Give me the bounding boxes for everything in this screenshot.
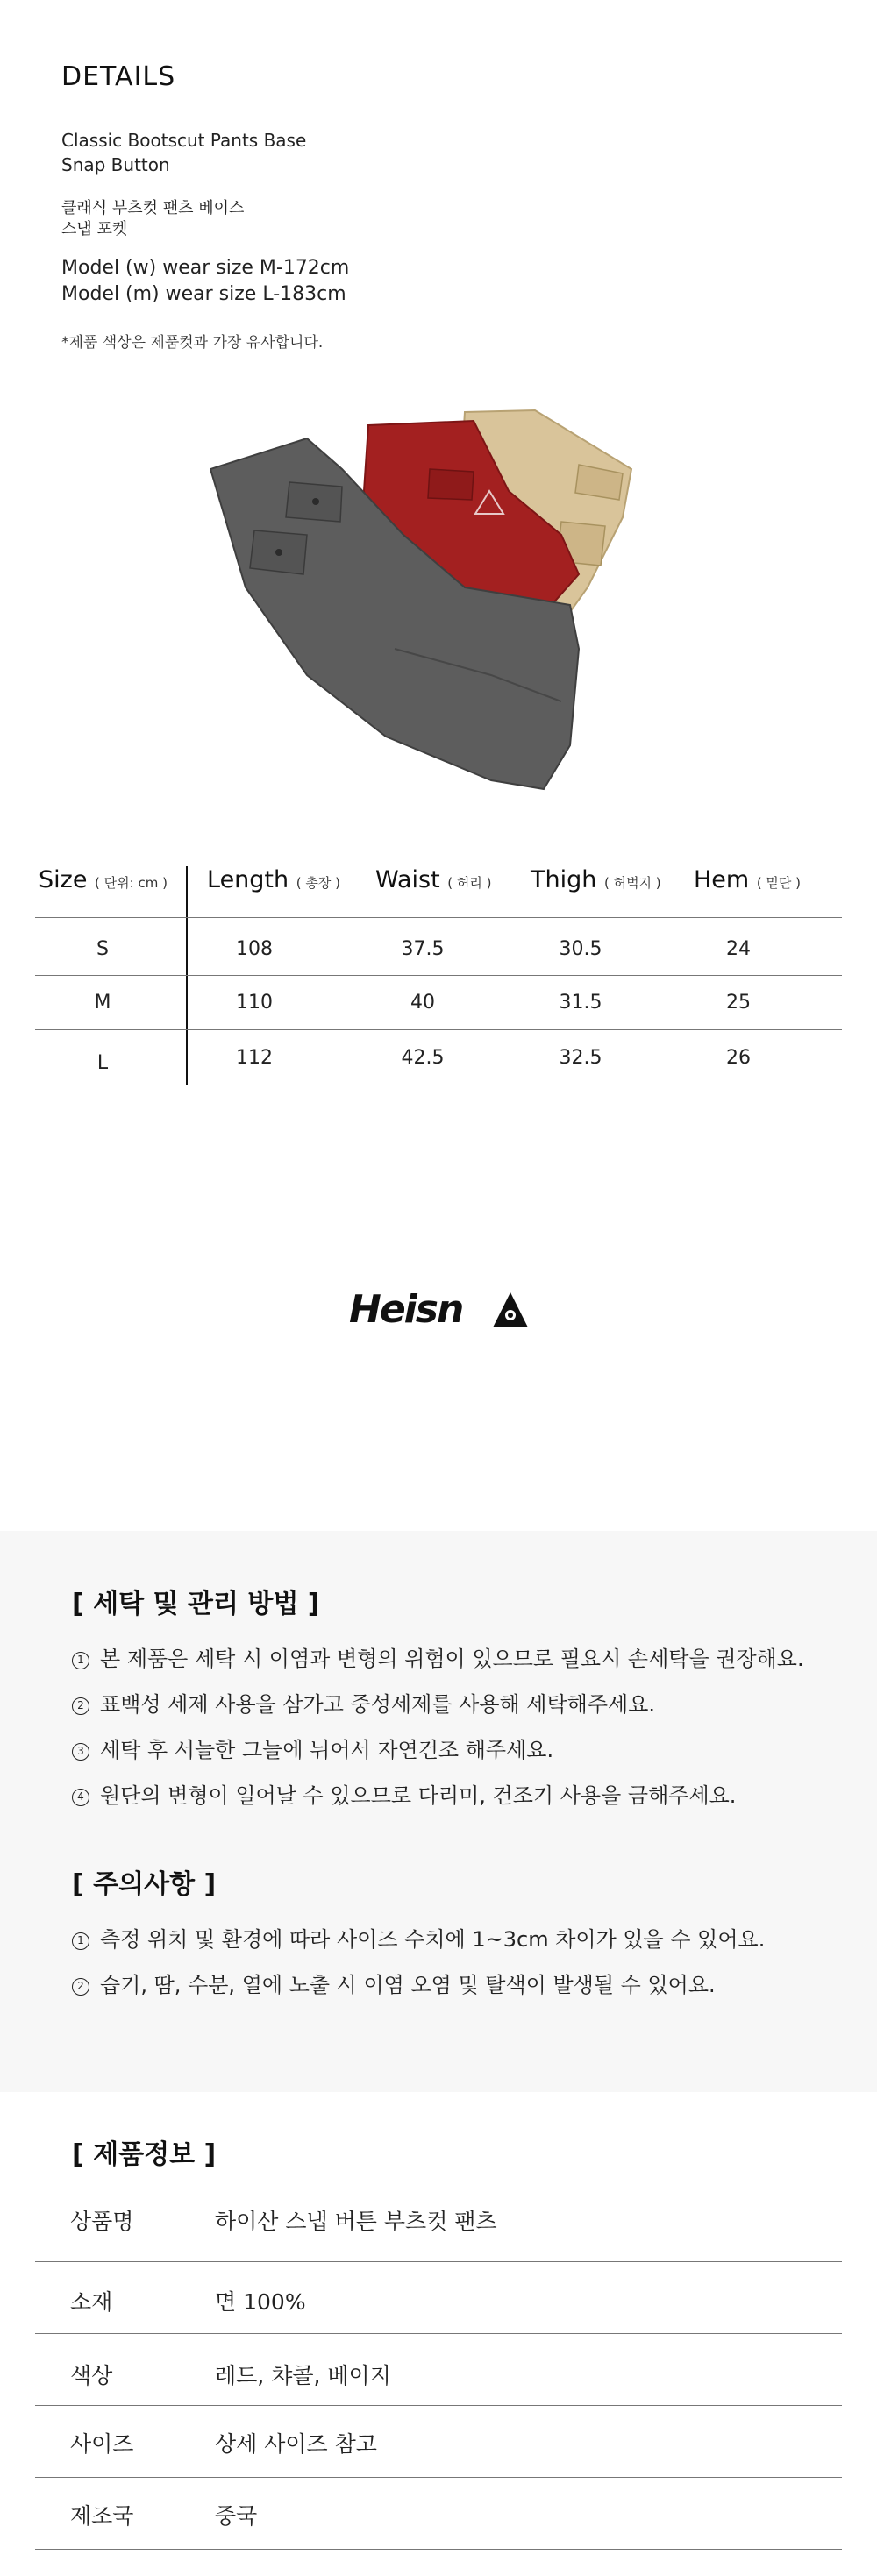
info-row (35, 2190, 842, 2262)
cell-size-l: L (96, 1052, 109, 1074)
info-value: 하이산 스냅 버튼 부츠컷 팬츠 (215, 2209, 497, 2234)
info-label: 상품명 (70, 2209, 134, 2234)
header-waist (375, 866, 492, 915)
brand-logo (349, 1284, 530, 1336)
cell-waist-l: 42.5 (401, 1047, 445, 1069)
row-divider (35, 917, 842, 918)
product-info-title: [ 제품정보 ] (72, 2139, 217, 2170)
details-heading: DETAILS (61, 61, 176, 92)
cell-thigh-l: 32.5 (559, 1047, 602, 1069)
info-label: 제조국 (70, 2503, 134, 2529)
column-divider (186, 866, 188, 1085)
number-badge: 2 (72, 1697, 89, 1715)
caution-item (72, 1968, 716, 1998)
row-divider (35, 1029, 842, 1030)
header-waist-label: Waist (375, 866, 440, 893)
cell-waist-s: 37.5 (401, 938, 445, 960)
model-w-size: Model (w) wear size M-172cm (61, 257, 350, 279)
number-badge: 2 (72, 1978, 89, 1996)
wash-item-text: 세탁 후 서늘한 그늘에 뉘어서 자연건조 해주세요. (100, 1738, 554, 1762)
cell-hem-s: 24 (726, 938, 751, 960)
wash-item-text: 원단의 변형이 일어날 수 있으므로 다리미, 건조기 사용을 금해주세요. (100, 1783, 737, 1808)
heisan-logo (349, 1284, 530, 1336)
header-length-sub: ( 총장 ) (296, 875, 340, 891)
model-m-size: Model (m) wear size L-183cm (61, 283, 346, 305)
cell-size-s: S (96, 938, 109, 960)
info-row (35, 2334, 842, 2406)
info-value: 면 100% (215, 2289, 306, 2315)
header-thigh (531, 866, 661, 915)
cell-length-l: 112 (236, 1047, 273, 1069)
product-info-section (0, 2092, 877, 2576)
header-size-label: Size (39, 866, 88, 893)
row-divider (35, 975, 842, 976)
header-size-unit: ( 단위: cm ) (95, 875, 168, 891)
header-size (39, 866, 168, 915)
caution-item (72, 1922, 765, 1953)
header-hem-sub: ( 밑단 ) (756, 875, 802, 891)
wash-item (72, 1778, 736, 1809)
number-badge: 3 (72, 1743, 89, 1761)
color-note: *제품 색상은 제품컷과 가장 유사합니다. (61, 334, 324, 352)
product-name-ko-line1: 클래식 부츠컷 팬츠 베이스 (61, 199, 245, 217)
wash-item (72, 1733, 553, 1763)
header-thigh-sub: ( 허벅지 ) (603, 875, 661, 891)
number-badge: 1 (72, 1932, 89, 1950)
wash-item (72, 1641, 804, 1672)
number-badge: 4 (72, 1789, 89, 1806)
cell-waist-m: 40 (410, 992, 435, 1014)
info-value: 레드, 챠콜, 베이지 (215, 2363, 391, 2388)
info-value: 상세 사이즈 참고 (215, 2431, 377, 2457)
info-row (35, 2478, 842, 2550)
number-badge: 1 (72, 1652, 89, 1669)
svg-text:Heisn: Heisn (349, 1287, 463, 1332)
info-row (35, 2406, 842, 2478)
header-length-label: Length (207, 866, 289, 893)
product-photo (210, 386, 667, 824)
cell-length-m: 110 (236, 992, 273, 1014)
header-thigh-label: Thigh (531, 866, 597, 893)
header-waist-sub: ( 허리 ) (447, 875, 492, 891)
caution-item-text: 습기, 땀, 수분, 열에 노출 시 이염 오염 및 탈색이 발생될 수 있어요. (100, 1973, 716, 1997)
header-hem-label: Hem (694, 866, 750, 893)
caution-item-text: 측정 위치 및 환경에 따라 사이즈 수치에 1~3cm 차이가 있을 수 있어요. (100, 1927, 766, 1952)
info-label: 색상 (70, 2363, 113, 2388)
product-name-en-line1: Classic Bootscut Pants Base (61, 130, 307, 151)
cell-size-m: M (94, 992, 111, 1014)
product-name-en-line2: Snap Button (61, 154, 170, 175)
details-section (61, 61, 816, 352)
care-section (0, 1531, 877, 2092)
product-name-ko-line2: 스냅 포켓 (61, 220, 128, 238)
caution-title: [ 주의사항 ] (72, 1869, 217, 1900)
wash-item (72, 1687, 655, 1718)
cell-thigh-m: 31.5 (559, 992, 602, 1014)
info-label: 소재 (70, 2289, 113, 2315)
cell-hem-l: 26 (726, 1047, 751, 1069)
cell-length-s: 108 (236, 938, 273, 960)
cell-hem-m: 25 (726, 992, 751, 1014)
pants-illustration (210, 386, 667, 824)
info-value: 중국 (215, 2503, 258, 2529)
cell-thigh-s: 30.5 (559, 938, 602, 960)
info-row (35, 2262, 842, 2334)
header-hem (694, 866, 801, 915)
wash-title: [ 세탁 및 관리 방법 ] (72, 1589, 320, 1619)
wash-item-text: 본 제품은 세탁 시 이염과 변형의 위험이 있으므로 필요시 손세탁을 권장해요. (100, 1647, 804, 1671)
wash-item-text: 표백성 세제 사용을 삼가고 중성세제를 사용해 세탁해주세요. (100, 1692, 656, 1717)
info-label: 사이즈 (70, 2431, 134, 2457)
header-length (207, 866, 340, 915)
